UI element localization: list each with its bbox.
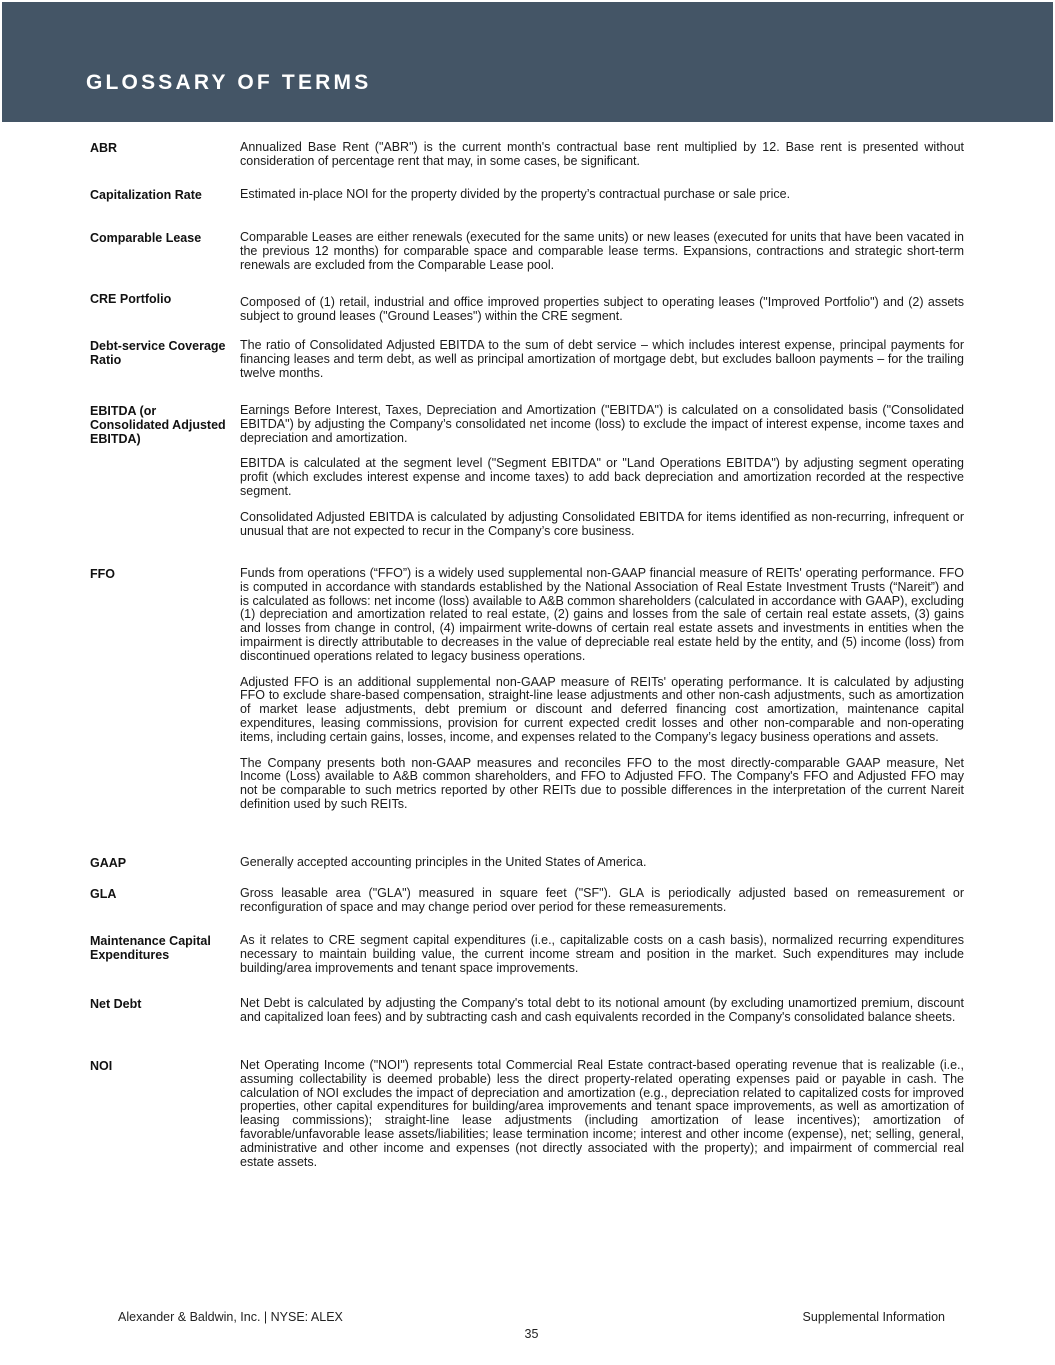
definition-paragraph: As it relates to CRE segment capital expenditures (i.e., capitalizable costs on a cash basis), normalized recurring expenditures necessary to maintain building value, the current income stream and position in the market. Such expenditures may include building/area improvements and tenant space improvements.: [240, 933, 964, 975]
definition-paragraph: EBITDA is calculated at the segment level ("Segment EBITDA" or "Land Operations EBITDA") by adjusting segment operating profit (which excludes interest expense and income taxes) to add back depreciation and amortization recorded at the respective segment.: [240, 456, 964, 498]
glossary-definition: [240, 856, 964, 870]
footer-section-label: Supplemental Information: [802, 1310, 945, 1324]
definition-paragraph: Annualized Base Rent ("ABR") is the current month's contractual base rent multiplied by 12. Base rent is presented without consideration of percentage rent that may, in some cases, be significant.: [240, 140, 964, 168]
footer-company: Alexander & Baldwin, Inc. | NYSE: ALEX: [118, 1310, 343, 1324]
definition-paragraph: Net Operating Income ("NOI") represents total Commercial Real Estate contract-based operating revenue that is realizable (i.e., assuming collectability is deemed probable) less the direct property-related operating expenses paid or payable in cash. The calculation of NOI excludes the impact of depreciation and amortization (e.g., depreciation related to capitalized costs for improved properties, other capital expenditures for building/area improvements and tenant space improvements, as well as amortization of leasing commissions); straight-line lease adjustments (including amortization of lease incentives); amortization of favorable/unfavorable lease assets/liabilities; lease termination income; interest and other income (expense), net; selling, general, administrative and other income and expenses (not directly associated with the property); and impairment of commercial real estate assets.: [240, 1058, 964, 1169]
definition-paragraph: The ratio of Consolidated Adjusted EBITDA to the sum of debt service – which includes interest expense, principal payments for financing leases and term debt, as well as principal amortization of mortgage debt, but excludes balloon payments – for the trailing twelve months.: [240, 338, 964, 380]
definition-paragraph: Net Debt is calculated by adjusting the Company's total debt to its notional amount (by excluding unamortized premium, discount and capitalized loan fees) and by subtracting cash and cash equivalents recorded in the Company's consolidated balance sheets.: [240, 996, 964, 1024]
definition-paragraph: Consolidated Adjusted EBITDA is calculated by adjusting Consolidated EBITDA for items identified as non-recurring, infrequent or unusual that are not expected to recur in the Company’s core business.: [240, 509, 964, 538]
definition-paragraph: Adjusted FFO is an additional supplemental non-GAAP measure of REITs' operating performance. It is calculated by adjusting FFO to exclude share-based compensation, straight-line lease adjustments and other non-cash adjustments, such as amortization of market lease adjustments, debt premium or discount and deferred financing cost amortization, maintenance capital expenditures, leasing commissions, provision for current expected credit losses and other non-comparable and non-operating items, including certain gains, losses, income, and expenses related to the Company’s legacy business operations and assets.: [240, 674, 964, 744]
glossary-definition: [240, 188, 964, 202]
glossary-term: EBITDA (or Consolidated Adjusted EBITDA): [90, 404, 226, 446]
glossary-definition: [240, 339, 964, 380]
glossary-definition: [240, 887, 964, 915]
definition-paragraph: The Company presents both non-GAAP measures and reconciles FFO to the most directly-comparable GAAP measure, Net Income (Loss) available to A&B common shareholders, and FFO to Adjusted FFO. The Company's FFO and Adjusted FFO may not be comparable to such metrics reported by other REITs due to possible differences in the interpretation of the current Nareit definition used by such REITs.: [240, 755, 964, 811]
definition-paragraph: Estimated in-place NOI for the property divided by the property’s contractual purchase or sale price.: [240, 187, 791, 201]
glossary-term: GAAP: [90, 856, 127, 870]
definition-paragraph: Gross leasable area ("GLA") measured in square feet ("SF"). GLA is periodically adjusted based on remeasurement or reconfiguration of space and may change period over period for these remeasurements.: [240, 886, 964, 914]
definition-paragraph: Comparable Leases are either renewals (executed for the same units) or new leases (executed for units that have been vacated in the previous 12 months) for comparable space and comparable lease terms. Expansions, contractions and strategic short-term renewals are excluded from the Comparable Lease pool.: [240, 230, 964, 272]
glossary-definition: [240, 997, 964, 1025]
glossary-term: Capitalization Rate: [90, 188, 202, 202]
definition-paragraph: Earnings Before Interest, Taxes, Depreciation and Amortization ("EBITDA") is calculated on a consolidated basis ("Consolidated EBITDA") by adjusting the Company’s consolidated net income (loss) to exclude the impact of interest expense, income taxes and depreciation and amortization.: [240, 403, 964, 445]
glossary-definition: [240, 404, 964, 538]
glossary-definition: [240, 567, 964, 812]
glossary-definition: [240, 934, 964, 975]
glossary-term: GLA: [90, 887, 117, 901]
page-number: 35: [524, 1327, 539, 1341]
glossary-term: Maintenance Capital Expenditures: [90, 934, 211, 962]
definition-paragraph: Composed of (1) retail, industrial and office improved properties subject to operating leases ("Improved Portfolio") and (2) assets subject to ground leases ("Ground Leases") within the CRE segment.: [240, 295, 964, 323]
glossary-definition: [240, 231, 964, 272]
header-band: [2, 2, 1053, 122]
glossary-term: ABR: [90, 141, 118, 155]
page-title: GLOSSARY OF TERMS: [86, 71, 372, 94]
definition-paragraph: Funds from operations (“FFO”) is a widely used supplemental non-GAAP financial measure of REITs' operating performance. FFO is computed in accordance with standards established by the National Association of Real Estate Investment Trusts (“Nareit”) and is calculated as follows: net income (loss) available to A&B common shareholders (calculated in accordance with GAAP), excluding (1) depreciation and amortization related to real estate, (2) gains and losses from the sale of certain real estate assets, (3) gains and losses from change in control, (4) impairment write-downs of certain real estate assets and investments in entities when the impairment is directly attributable to decreases in the value of depreciable real estate held by the entity, and (5) income (loss) from discontinued operations related to legacy business operations.: [240, 566, 964, 663]
glossary-term: NOI: [90, 1059, 113, 1073]
glossary-term: CRE Portfolio: [90, 292, 172, 306]
definition-paragraph: Generally accepted accounting principles in the United States of America.: [240, 855, 647, 869]
glossary-term: Debt-service Coverage Ratio: [90, 339, 226, 367]
glossary-definition: [240, 141, 964, 169]
glossary-term: FFO: [90, 567, 115, 581]
glossary-definition: [240, 296, 964, 324]
glossary-definition: [240, 1059, 964, 1169]
glossary-term: Comparable Lease: [90, 231, 202, 245]
glossary-term: Net Debt: [90, 997, 142, 1011]
